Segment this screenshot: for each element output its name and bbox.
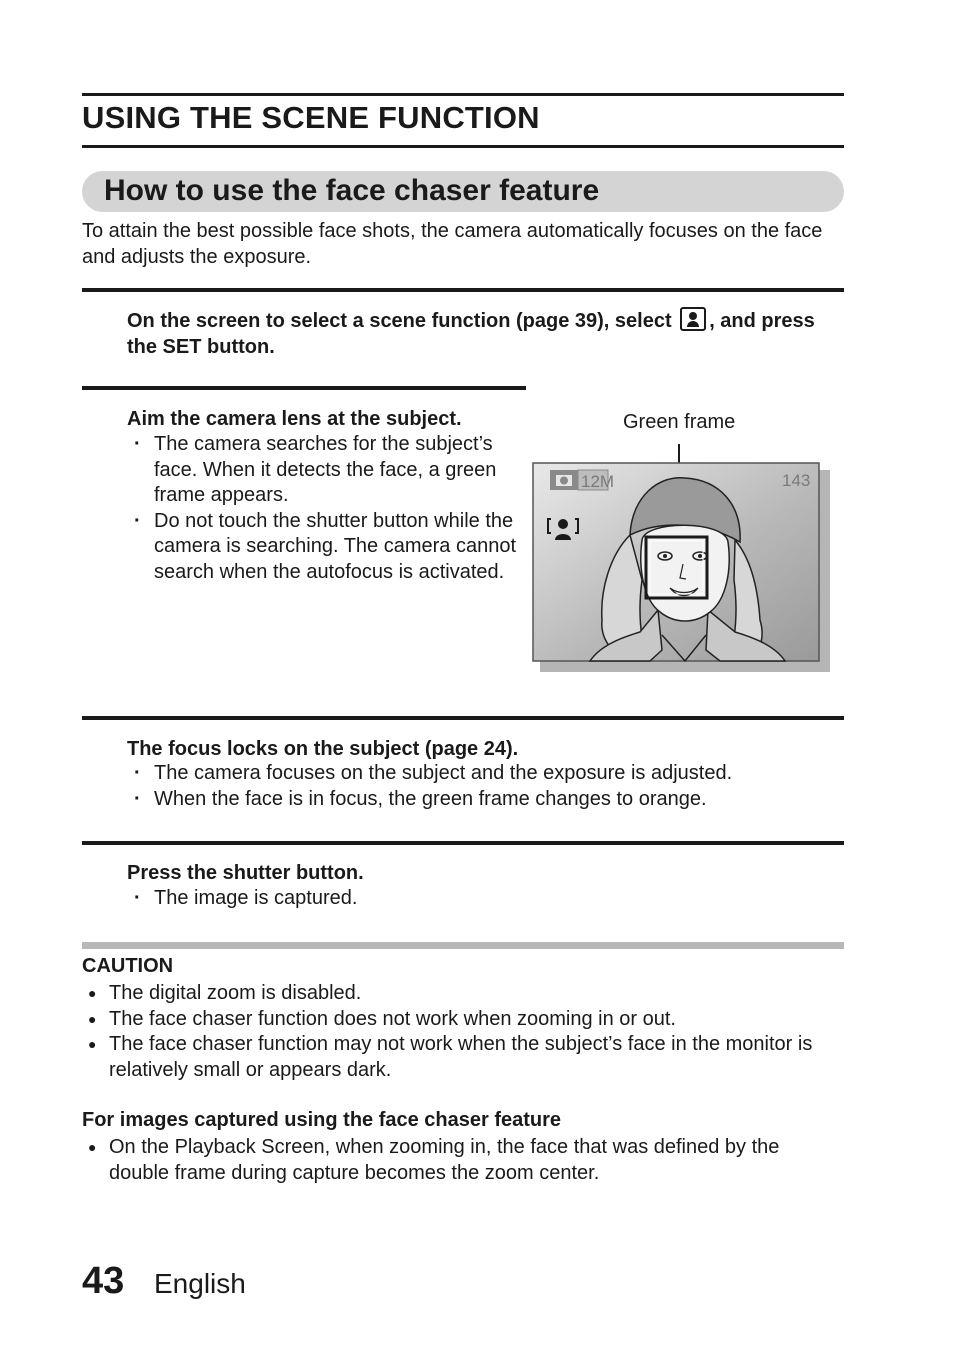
list-item: · When the face is in focus, the green frame changes to orange. [127,787,844,813]
caution-list [82,981,822,1083]
step-1-heading-part-1: On the screen to select a scene function (page 39), select [127,310,678,332]
step-4-heading: Press the shutter button. [127,862,364,884]
face-chaser-icon [680,307,706,331]
list-item: ● The face chaser function does not work when zooming in or out. [82,1007,822,1033]
camera-monitor-figure [530,460,840,682]
step-2-heading: Aim the camera lens at the subject. [127,408,462,430]
shot-count: 143 [782,471,811,490]
step-4-bullets [127,886,844,912]
list-item: ● The digital zoom is disabled. [82,981,822,1007]
header-bottom-rule [82,145,844,148]
step-4-rule [82,841,844,845]
step-1-heading [127,307,844,360]
caution-rule [82,942,844,949]
list-item: · The camera searches for the subject’s face. When it detects the face, a green frame appears. [127,432,519,509]
subsection-title: How to use the face chaser feature [104,174,600,207]
header-top-rule [82,93,844,96]
list-item: · Do not touch the shutter button while the camera is searching. The camera cannot search when the autofocus is activated. [127,509,519,586]
list-item: ● The face chaser function may not work when the subject’s face in the monitor is relatively small or appears dark. [82,1032,822,1083]
note-list [82,1135,832,1186]
step-1-rule [82,288,844,292]
step-3-bullets [127,761,844,812]
step-1-heading-part-2: , and press the SET button. [127,310,815,358]
figure-callout-label: Green frame [623,411,736,433]
intro-text: To attain the best possible face shots, the camera automatically focuses on the face and adjusts the exposure. [82,220,823,268]
caution-heading: CAUTION [82,955,174,977]
page-language: English [154,1268,246,1299]
list-item: ● On the Playback Screen, when zooming in, the face that was defined by the double frame during capture becomes the zoom center. [82,1135,832,1186]
face-shape [641,525,729,621]
page-number: 43 [82,1260,125,1302]
step-2-bullets [127,432,519,585]
section-title: USING THE SCENE FUNCTION [82,100,540,135]
step-3-heading: The focus locks on the subject (page 24). [127,738,519,760]
list-item: · The camera focuses on the subject and the exposure is adjusted. [127,761,844,787]
list-item: · The image is captured. [127,886,844,912]
step-3-rule [82,716,844,720]
resolution-label: 12M [581,472,615,491]
note-heading: For images captured using the face chaser feature [82,1109,562,1131]
step-2-rule [82,386,526,390]
